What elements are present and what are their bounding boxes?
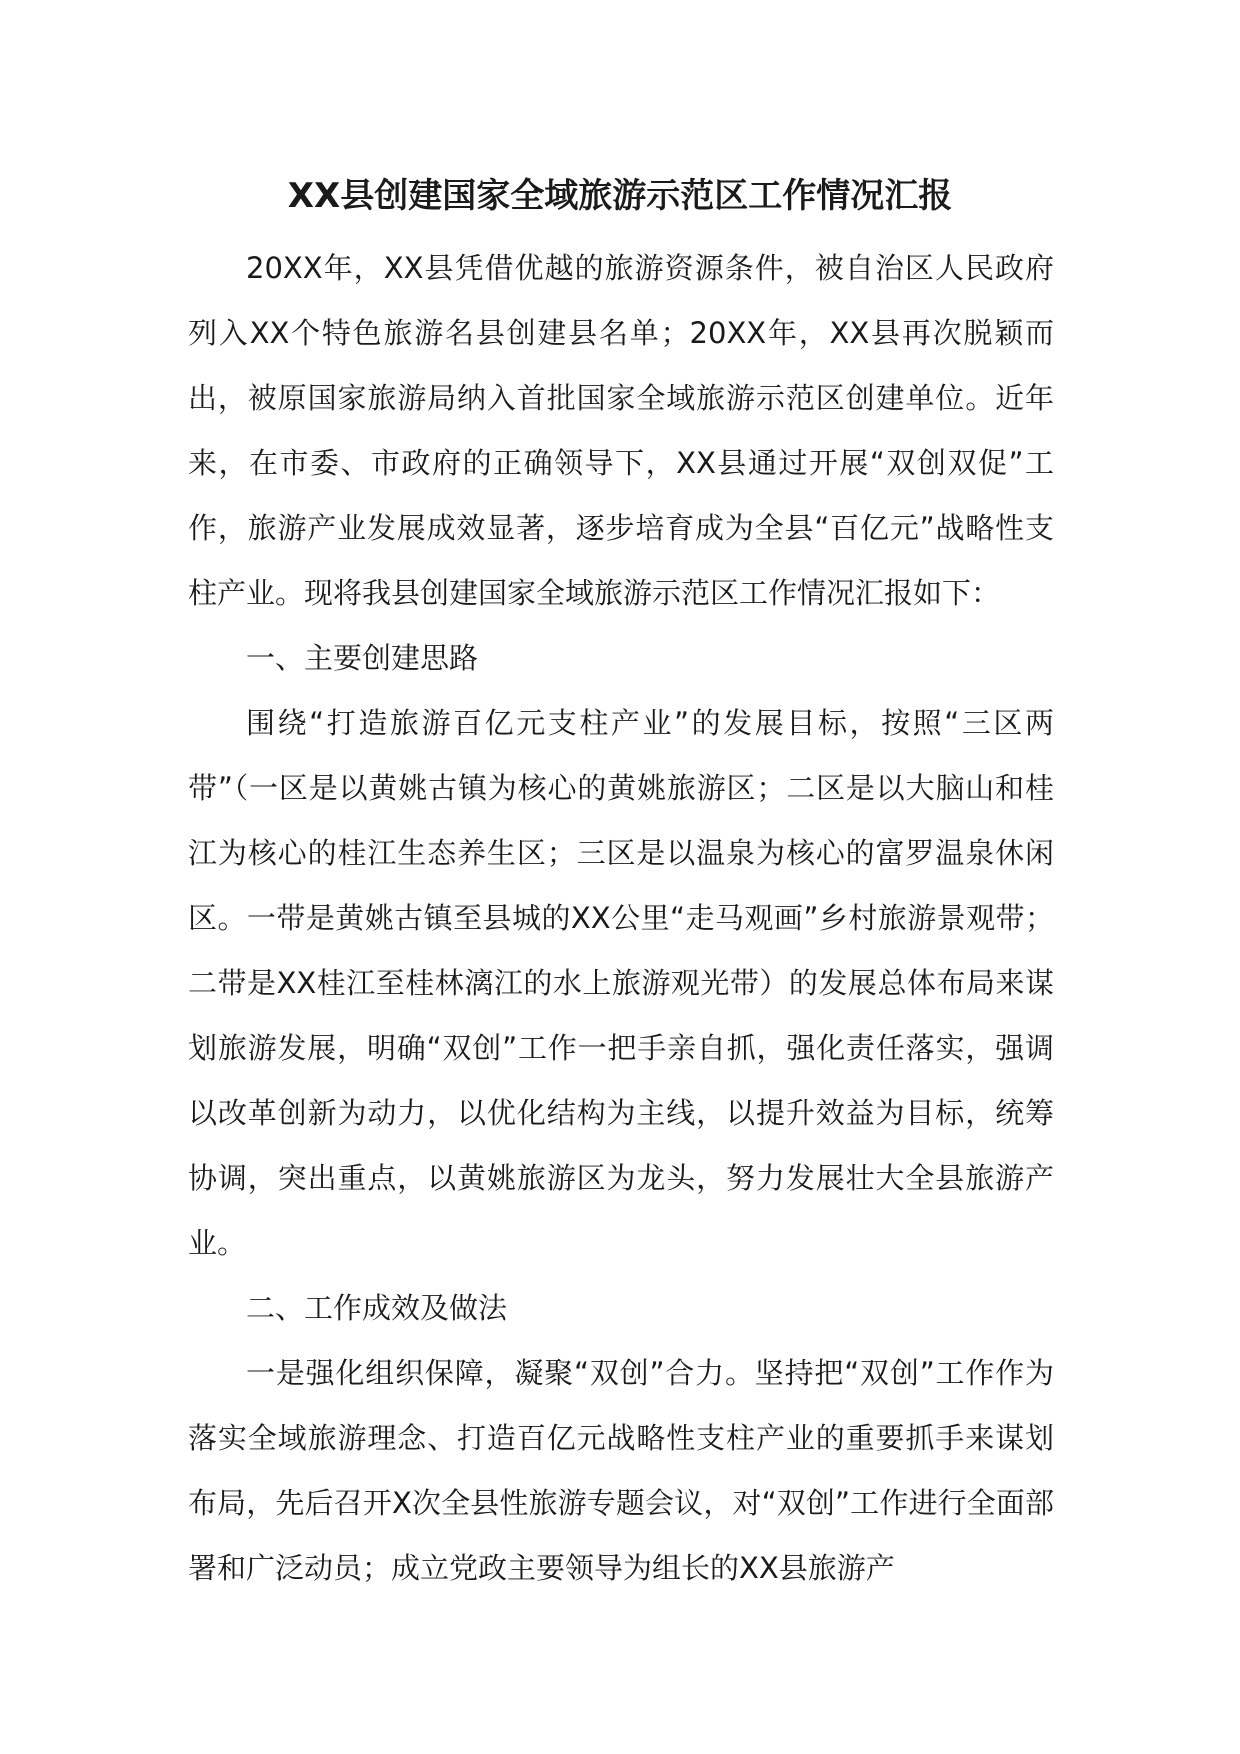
paragraph-intro: 20XX年，XX县凭借优越的旅游资源条件，被自治区人民政府列入XX个特色旅游名县创建县名单；20XX年，XX县再次脱颖而出，被原国家旅游局纳入首批国家全域旅游示范区创建单位。近年来，在市委、市政府的正确领导下，XX县通过开展“双创双促”工作，旅游产业发展成效显著，逐步培育成为全县“百亿元”战略性支柱产业。现将我县创建国家全域旅游示范区工作情况汇报如下： — [188, 251, 1054, 610]
paragraph-organization: 一是强化组织保障，凝聚“双创”合力。坚持把“双创”工作作为落实全域旅游理念、打造百亿元战略性支柱产业的重要抓手来谋划布局，先后召开X次全县性旅游专题会议，对“双创”工作进行全面部署和广泛动员；成立党政主要领导为组长的XX县旅游产 — [188, 1356, 1054, 1585]
section-heading-2: 二、工作成效及做法 — [246, 1291, 508, 1325]
document-body — [188, 236, 1054, 1601]
paragraph-ideas: 围绕“打造旅游百亿元支柱产业”的发展目标，按照“三区两带”（一区是以黄姚古镇为核心的黄姚旅游区；二区是以大脑山和桂江为核心的桂江生态养生区；三区是以温泉为核心的富罗温泉休闲区。一带是黄姚古镇至县城的XX公里“走马观画”乡村旅游景观带；二带是XX桂江至桂林漓江的水上旅游观光带）的发展总体布局来谋划旅游发展，明确“双创”工作一把手亲自抓，强化责任落实，强调以改革创新为动力，以优化结构为主线，以提升效益为目标，统筹协调，突出重点，以黄姚旅游区为龙头，努力发展壮大全县旅游产业。 — [188, 706, 1054, 1260]
section-heading-1: 一、主要创建思路 — [246, 641, 479, 675]
document-title: XX县创建国家全域旅游示范区工作情况汇报 — [287, 176, 953, 216]
